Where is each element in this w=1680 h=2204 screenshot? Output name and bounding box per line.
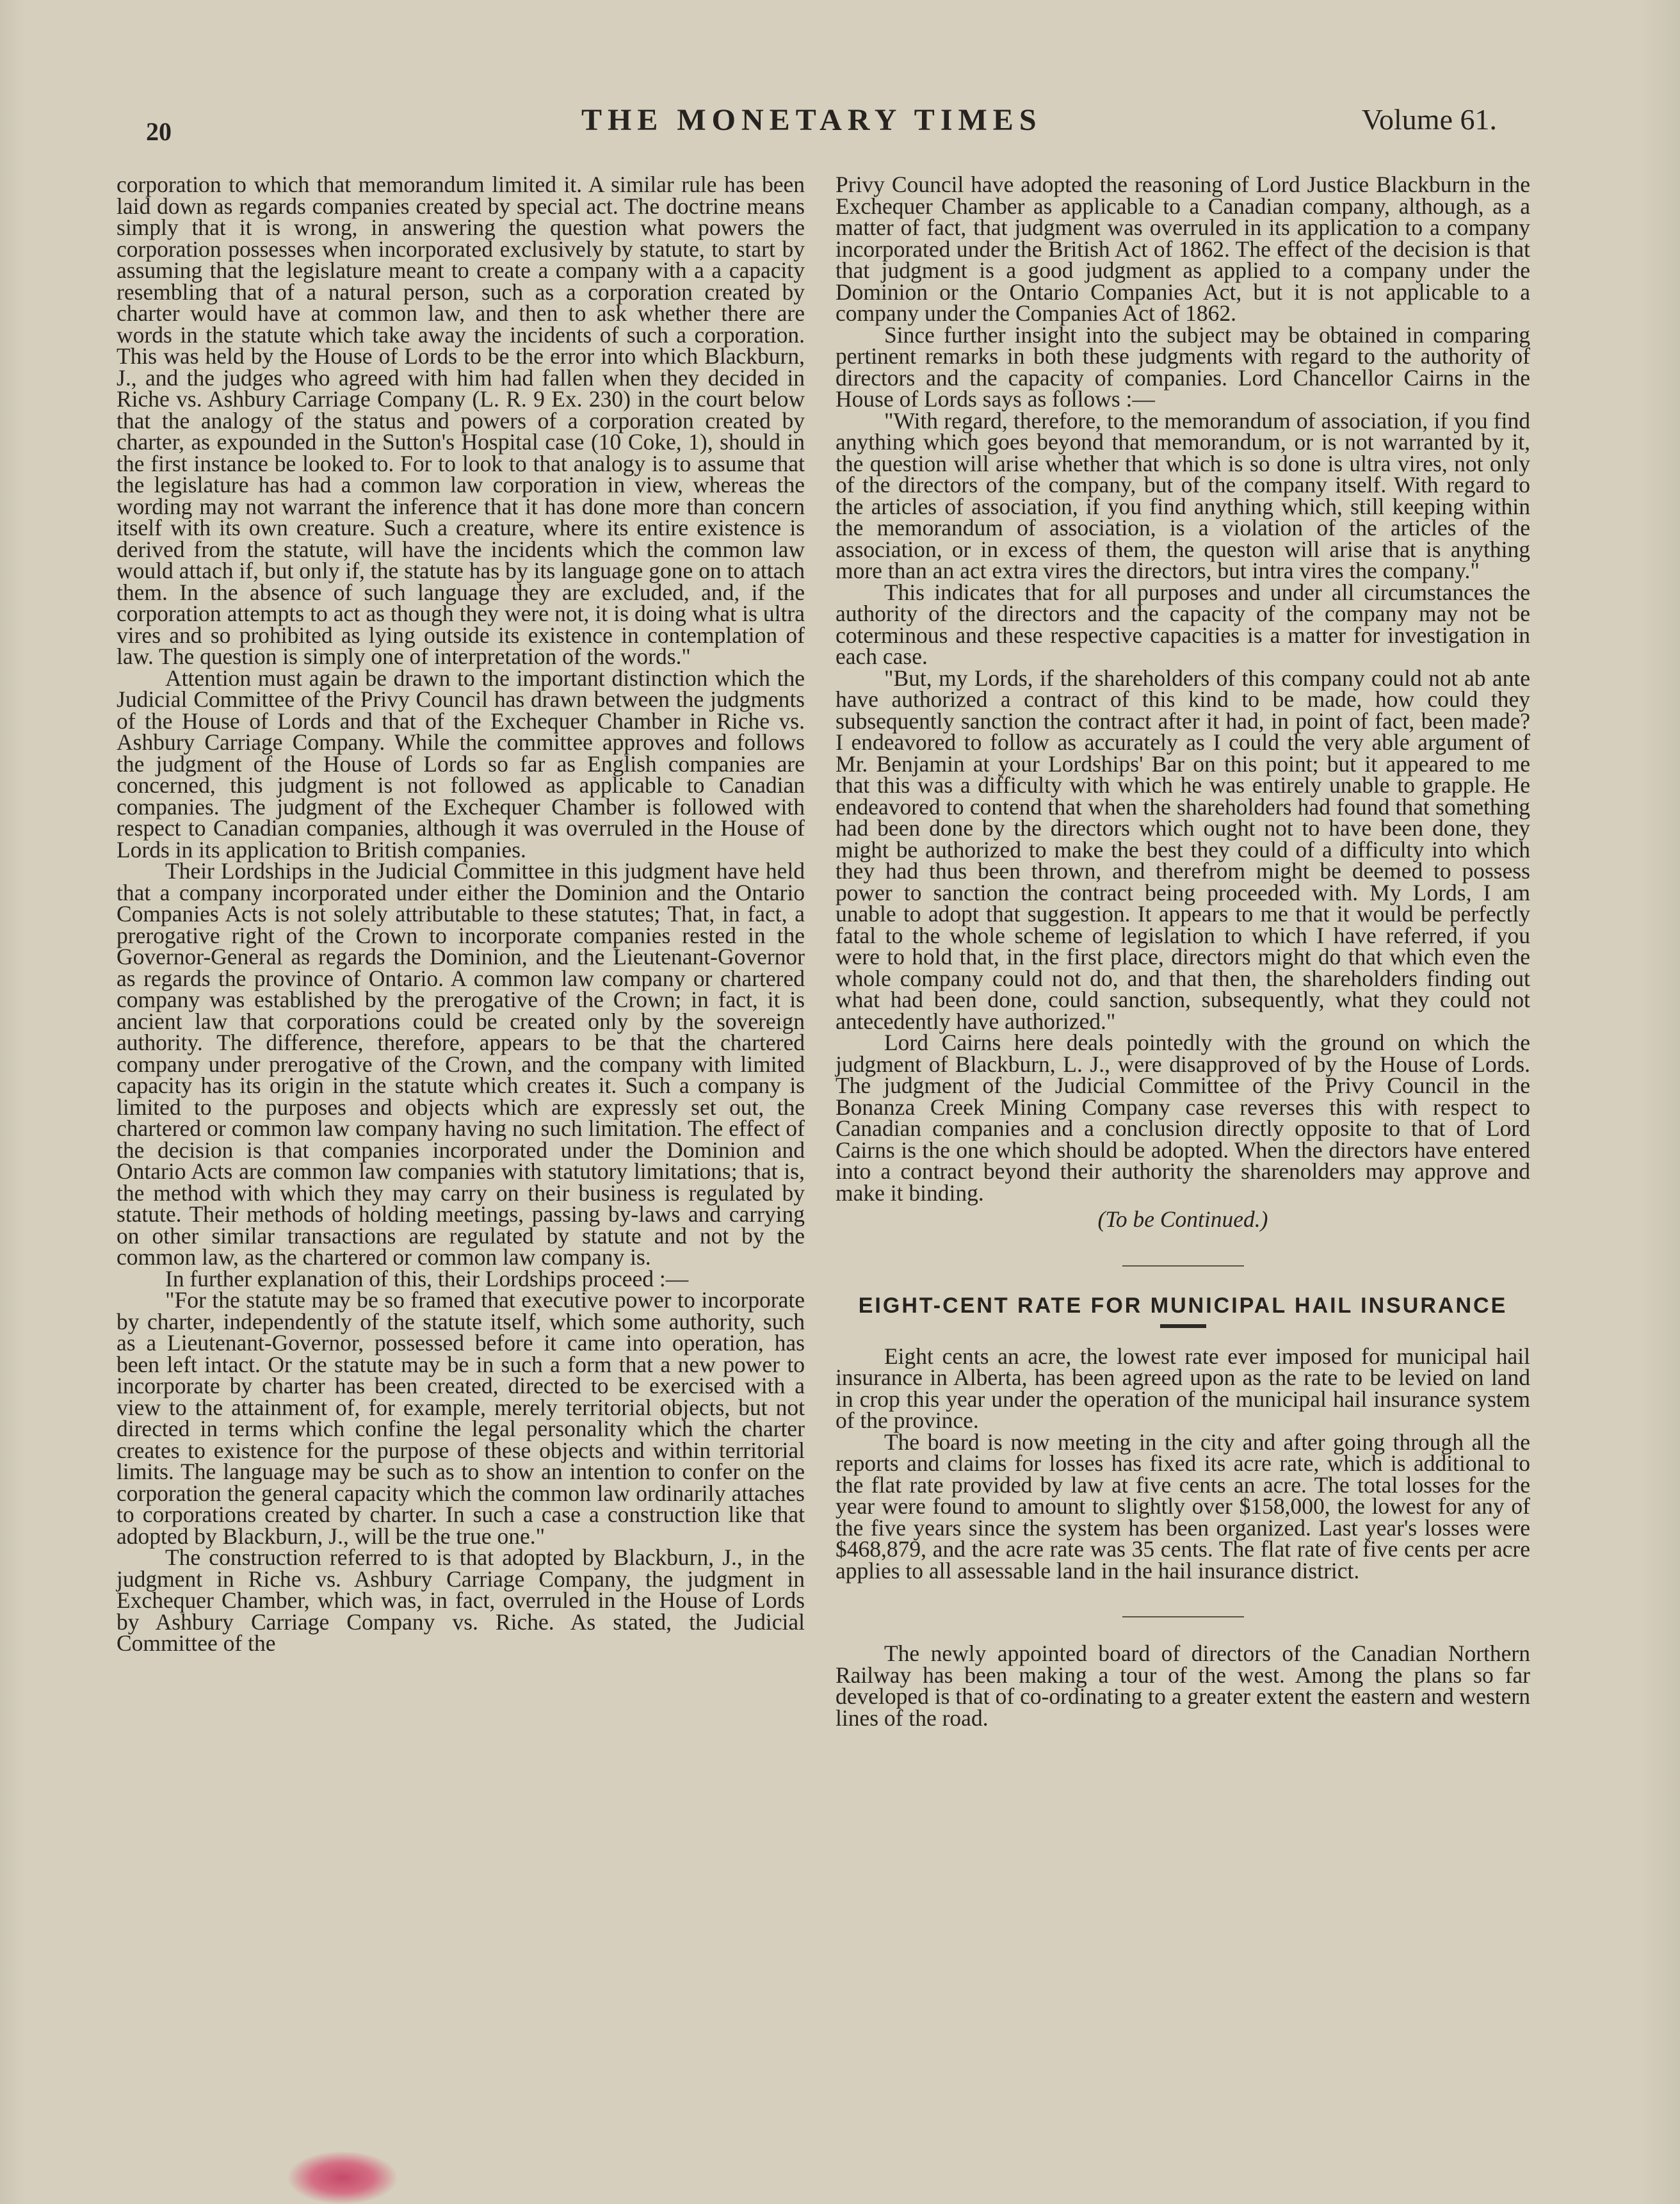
paragraph: The construction referred to is that adopted by Blackburn, J., in the judgment in Riche vs. Ashbury Carriage Company, the judgment in Exchequer Chamber, which was, in fact, overruled in the House of Lords by Ashbury Carriage Company vs. Riche. As stated, the Judicial Committee of the xyxy=(117,1544,805,1656)
article-paragraph: The board is now meeting in the city and after going through all the reports and claims for losses has fixed its acre rate, which is additional to the flat rate provided by law at five cents an acre. The total losses for the year were found to amount to slightly over $158,000, the lowest for any of the five years since the system has been organized. Last year's losses were $468,879, and the acre rate was 35 cents. The flat rate of five cents per acre applies to all assessable land in the hail insurance district. xyxy=(836,1429,1530,1584)
page-number: 20 xyxy=(146,117,172,146)
quoted-paragraph: "But, my Lords, if the shareholders of this company could not ab ante have authorized a contract of this kind to be made, how could they subsequently sanction the contract after it had, in point of fact, been made? I endeavored to follow as accurately as I could the very able argument of Mr. Benjamin at your Lordships' Bar on this point; but it appeared to me that this was a difficulty with which he was entirely unable to grapple. He endeavored to contend that when the shareholders had found that something had been done by the directors which ought not to have been done, they might be authorized to make the best they could of a difficulty into which they had thus been thrown, and therefrom might be deemed to possess power to sanction the contract being proceeded with. My Lords, I am unable to adopt that suggestion. It appears to me that it would be perfectly fatal to the whole scheme of legislation to which I have referred, if you were to hold that, in the first place, directors might do that which even the whole company could not do, and that then, the shareholders finding out what had been done, could sanction, subsequently, what they could not antecedently have authorized." xyxy=(836,665,1530,1034)
article-paragraph: Eight cents an acre, the lowest rate ever imposed for municipal hail insurance in Alberta, has been agreed upon as the rate to be levied on land in crop this year under the operation of the municipal hail insurance system of the province. xyxy=(836,1343,1530,1433)
red-stain-mark xyxy=(288,2151,397,2204)
news-item: The newly appointed board of directors of the Canadian Northern Railway has been making a tour of the west. Among the plans so far developed is that of co-ordinating to a greater extent the eastern and western lines of the road. xyxy=(836,1641,1530,1731)
paragraph: Attention must again be drawn to the important distinction which the Judicial Committee of the Privy Council has drawn between the judgments of the House of Lords and that of the Exchequer Chamber in Riche vs. Ashbury Carriage Company. While the committee approves and follows the judgment of the House of Lords so far as English companies are concerned, this judgment is not followed as applicable to Canadian companies. The judgment of the Exchequer Chamber is followed with respect to Canadian companies, although it was overruled in the House of Lords in its application to British companies. xyxy=(117,665,805,863)
paragraph: corporation to which that memorandum limited it. A similar rule has been laid down as regards companies created by special act. The doctrine means simply that it is wrong, in answering the question what powers the corporation possesses when incorporated exclusively by statute, to start by assuming that the legislature meant to create a company with a a capacity resembling that of a natural person, such as a corporation created by charter would have at common law, and then to ask whether there are words in the statute which take away the incidents of such a corporation. This was held by the House of Lords to be the error into which Blackburn, J., and the judges who agreed with him had fallen when they decided in Riche vs. Ashbury Carriage Company (L. R. 9 Ex. 230) in the court below that the analogy of the status and powers of a corporation created by charter, as expounded in the Sutton's Hospital case (10 Coke, 1), should in the first instance be looked to. For to look to that analogy is to assume that the legislature has had a common law corporation in view, whereas the wording may not warrant the inference that it has done more than concern itself with its own creature. Such a creature, where its entire existence is derived from the statute, will have the incidents which the common law would attach if, but only if, the statute has by its language gone on to attach them. In the absence of such language they are excluded, and, if the corporation attempts to act as though they were not, it is doing what is ultra vires and so prohibited as lying outside its existence in contemplation of law. The question is simply one of interpretation of the words." xyxy=(117,172,805,669)
section-divider xyxy=(1122,1265,1244,1267)
left-column xyxy=(117,174,805,1655)
volume-label: Volume 61. xyxy=(1361,103,1497,136)
paragraph: Lord Cairns here deals pointedly with the ground on which the judgment of Blackburn, L. J., were disapproved of by the House of Lords. The judgment of the Judicial Committee of the Privy Council in the Bonanza Creek Mining Company case reverses this with respect to Canadian companies and a conclusion directly opposite to that of Lord Cairns is the one which should be adopted. When the directors have entered into a contract beyond their authority the sharenolders may approve and make it binding. xyxy=(836,1030,1530,1206)
paragraph: Their Lordships in the Judicial Committee in this judgment have held that a company incorporated under either the Dominion and the Ontario Companies Acts is not solely attributable to these statutes; That, in fact, a prerogative right of the Crown to incorporate companies rested in the Governor-General as regards the Dominion, and the Lieutenant-Governor as regards the province of Ontario. A common law company or chartered company was established by the prerogative of the Crown; in fact, it is ancient law that corporations could be created only by the sovereign authority. The difference, therefore, appears to be that the chartered company under prerogative of the Crown, and the company with limited capacity has its origin in the statute which creates it. Such a company is limited to the purposes and objects which are expressly set out, the chartered or common law company having no such limitation. The effect of the decision is that companies incorporated under the Dominion and Ontario Acts are common law companies with statutory limitations; that is, the method with which they may carry on their business is regulated by statute. Their methods of holding meetings, passing by-laws and carrying on other similar transactions are regulated by statute and not by the common law, as the chartered or common law company is. xyxy=(117,858,805,1270)
paragraph: This indicates that for all purposes and under all circumstances the authority of the directors and the capacity of the company may not be coterminous and these respective capacities is a matter for investigation in each case. xyxy=(836,579,1530,669)
page-header xyxy=(146,102,1497,147)
paragraph: Since further insight into the subject may be obtained in comparing pertinent remarks in both these judgments with regard to the authority of directors and the capacity of companies. Lord Chancellor Cairns in the House of Lords says as follows :— xyxy=(836,321,1530,412)
article-headline: EIGHT-CENT RATE FOR MUNICIPAL HAIL INSURANCE xyxy=(858,1293,1508,1318)
right-column xyxy=(836,174,1530,1729)
headline-underline xyxy=(1160,1324,1206,1328)
quoted-paragraph: "For the statute may be so framed that executive power to incorporate by charter, independently of the statute itself, which some authority, such as a Lieutenant-Governor, possessed before it came into operation, has been left intact. Or the statute may be in such a form that a new power to incorporate by charter has been created, directed to be exercised with a view to the attainment of, for example, merely territorial objects, but not directed in terms which confine the legal personality which the charter creates to existence for the purpose of these objects and within territorial limits. The language may be such as to show an intention to confer on the corporation the general capacity which the common law ordinarily attaches to corporations created by charter. In such a case a construction like that adopted by Blackburn, J., will be the true one." xyxy=(117,1287,805,1549)
journal-title: THE MONETARY TIMES xyxy=(581,103,1042,137)
paragraph: In further explanation of this, their Lordships proceed :— xyxy=(165,1265,689,1292)
quoted-paragraph: "With regard, therefore, to the memorandum of association, if you find anything which goes beyond that memorandum, or is not warranted by it, the question will arise whether that which is so done is ultra vires, not only of the directors of the company, but of the company itself. With regard to the articles of association, if you find anything which, still keeping within the memorandum of association, is a violation of the articles of the association, or in excess of them, the queston will arise that is anything more than an act extra vires the directors, but intra vires the company." xyxy=(836,407,1530,583)
paragraph: Privy Council have adopted the reasoning of Lord Justice Blackburn in the Exchequer Chamber as applicable to a Canadian company, although, as a matter of fact, that judgment was overruled in its application to a company incorporated under the British Act of 1862. The effect of the decision is that that judgment is a good judgment as applied to a company under the Dominion or the Ontario Companies Act, but it is not applicable to a company under the Companies Act of 1862. xyxy=(836,172,1530,326)
continued-note: (To be Continued.) xyxy=(1097,1206,1268,1232)
section-divider xyxy=(1122,1616,1244,1617)
